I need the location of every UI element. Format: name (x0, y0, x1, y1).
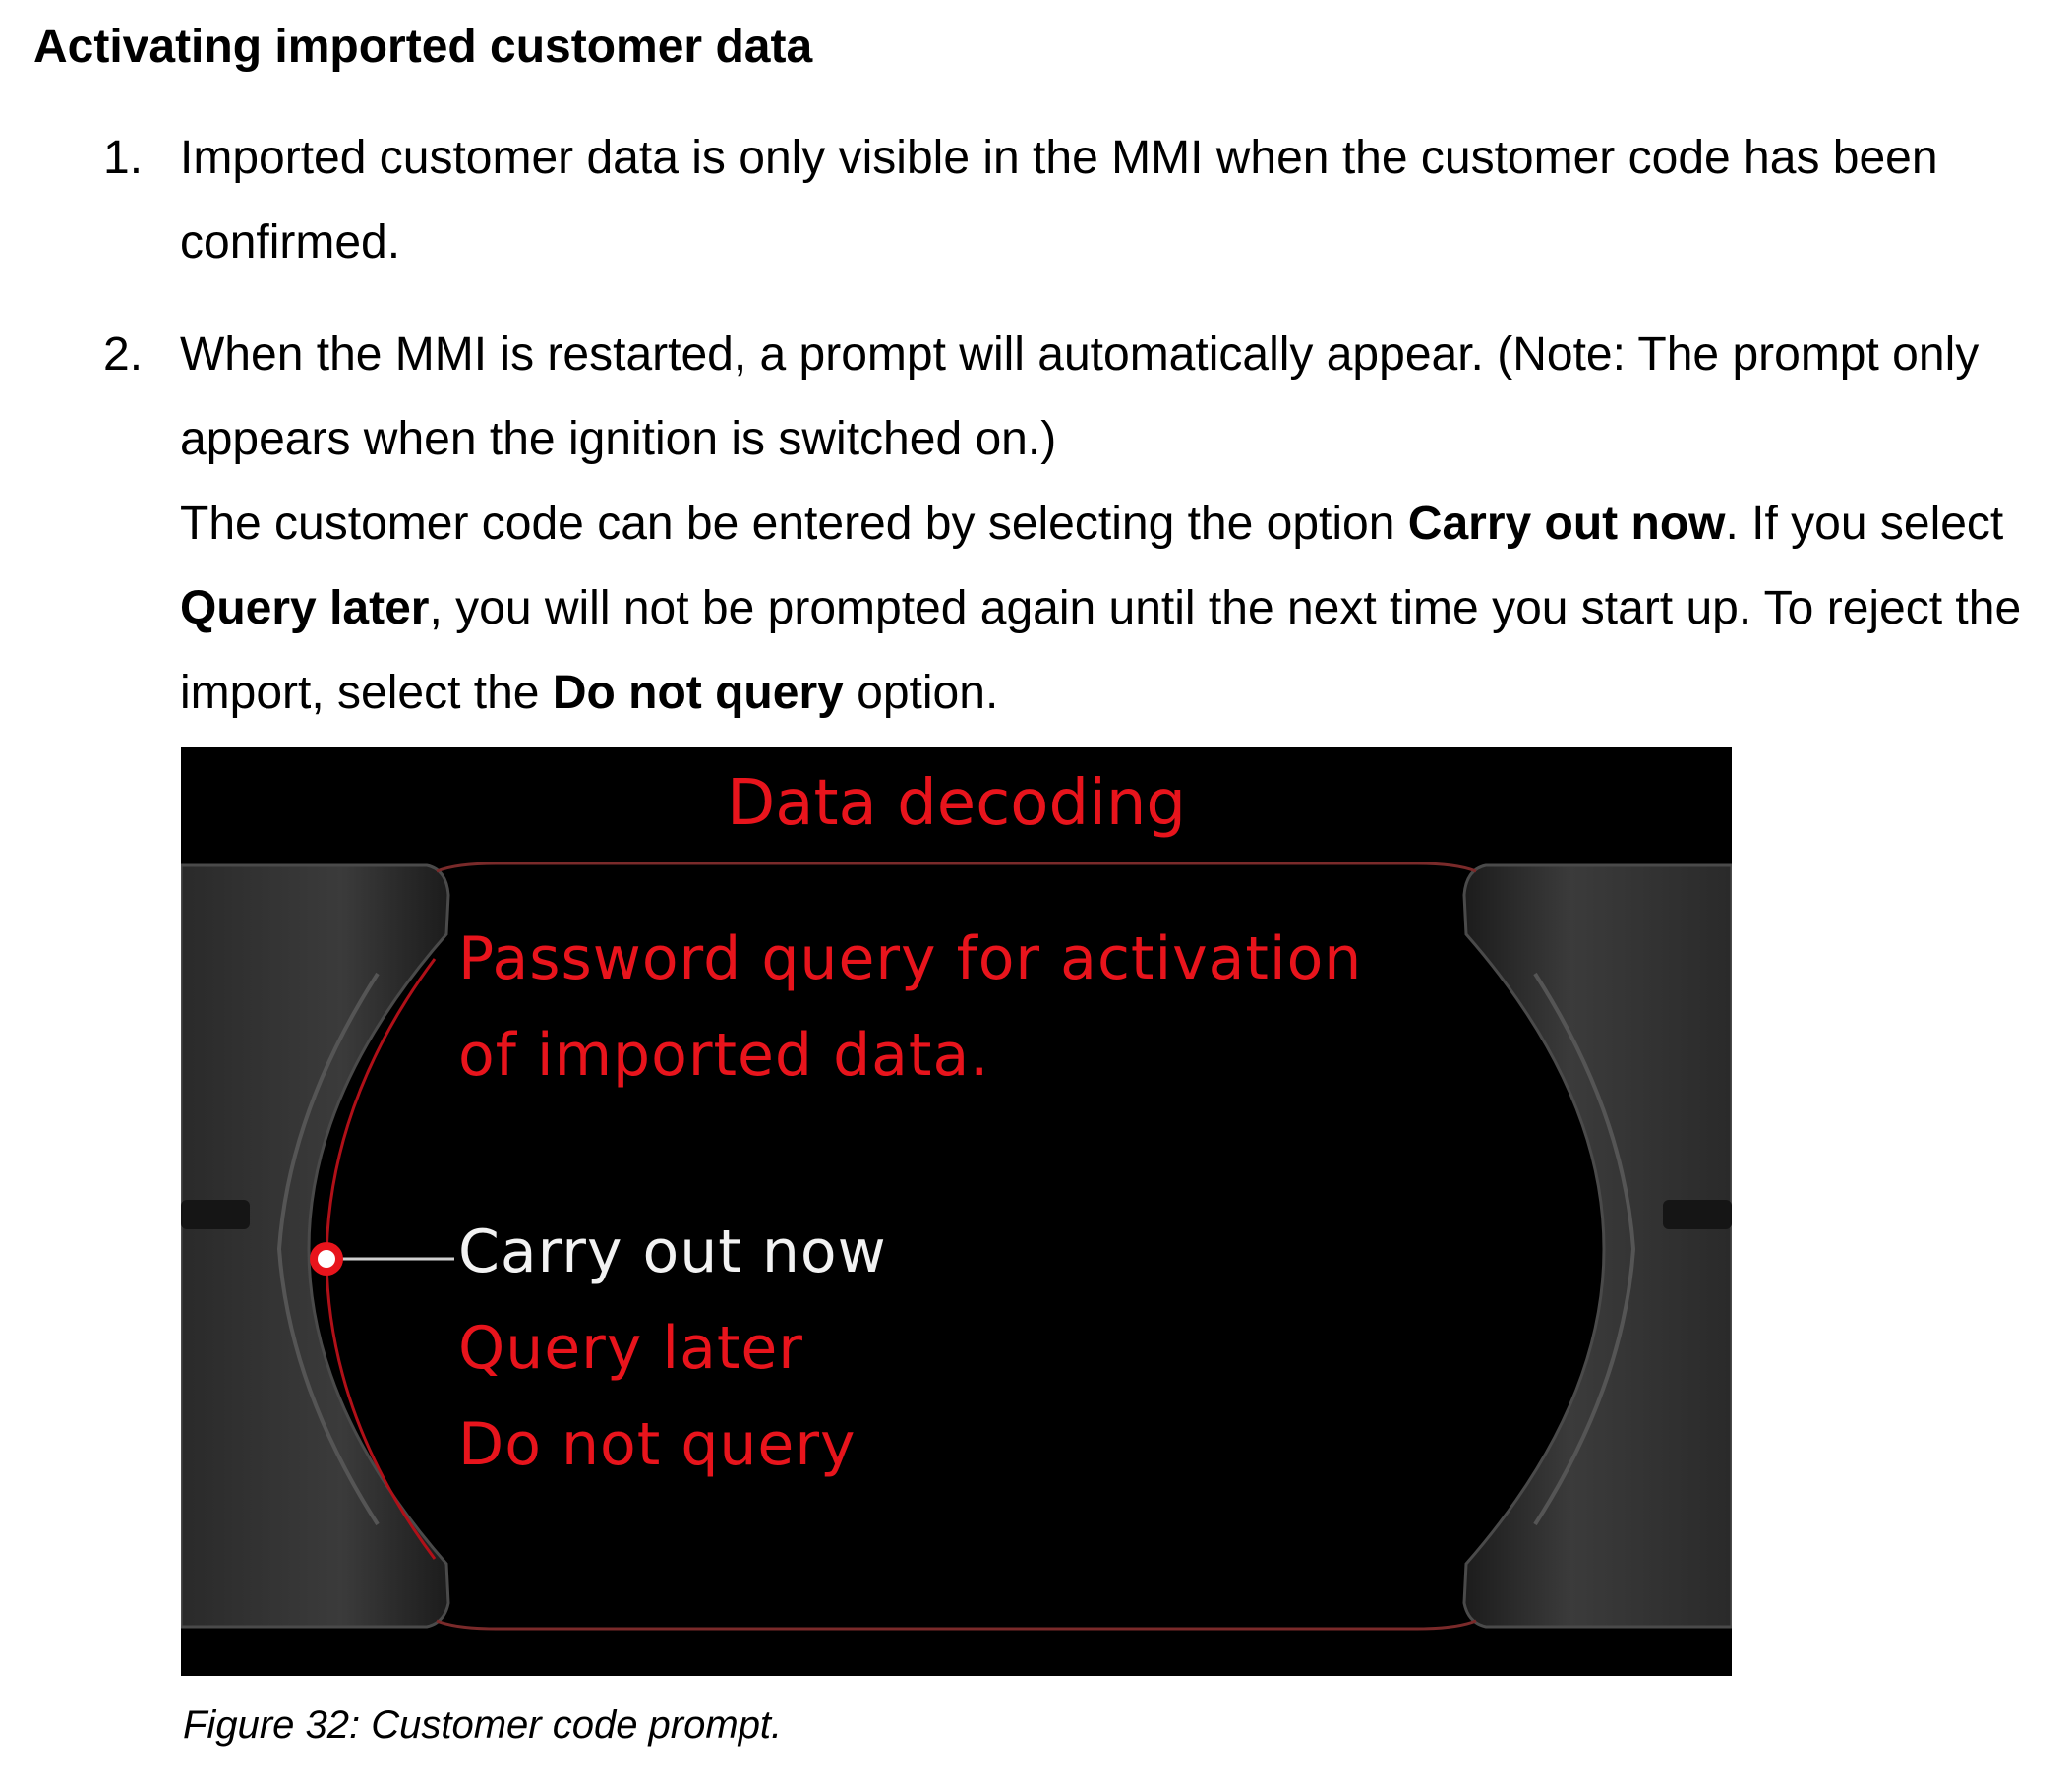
option-name-do-not-query: Do not query (552, 667, 844, 719)
list-item (103, 116, 2060, 285)
step-text: Imported customer data is only visible in the MMI when the customer code has been confirmed. (180, 132, 1938, 268)
mmi-message-line: Password query for activation (458, 924, 1363, 993)
mmi-title: Data decoding (726, 767, 1187, 840)
detail-text: . If you select (1725, 498, 2004, 550)
option-name-carry-out-now: Carry out now (1407, 498, 1726, 550)
list-number: 1. (103, 132, 144, 184)
step-text: When the MMI is restarted, a prompt will automatically appear. (Note: The prompt only appears when the ignition is switched on.) (180, 328, 1980, 465)
detail-text: option. (843, 667, 999, 719)
section-heading: Activating imported customer data (33, 21, 813, 73)
mmi-option-query-later[interactable]: Query later (458, 1314, 803, 1383)
mmi-option-carry-out-now[interactable]: Carry out now (458, 1218, 887, 1286)
list-number: 2. (103, 328, 144, 381)
step-detail (180, 482, 2060, 736)
option-name-query-later: Query later (180, 582, 430, 634)
mmi-option-do-not-query[interactable]: Do not query (458, 1410, 857, 1479)
detail-text: The customer code can be entered by selecting the option (180, 498, 1408, 550)
figure-caption: Figure 32: Customer code prompt. (183, 1703, 783, 1747)
mmi-screenshot (181, 747, 1732, 1676)
detail-text: , you will not be prompted again until the next time you start up. To reject the import, select the (180, 582, 2022, 719)
mmi-bezel-graphic (181, 747, 1732, 1676)
list-item (103, 313, 2060, 736)
mmi-message-line: of imported data. (458, 1021, 990, 1090)
